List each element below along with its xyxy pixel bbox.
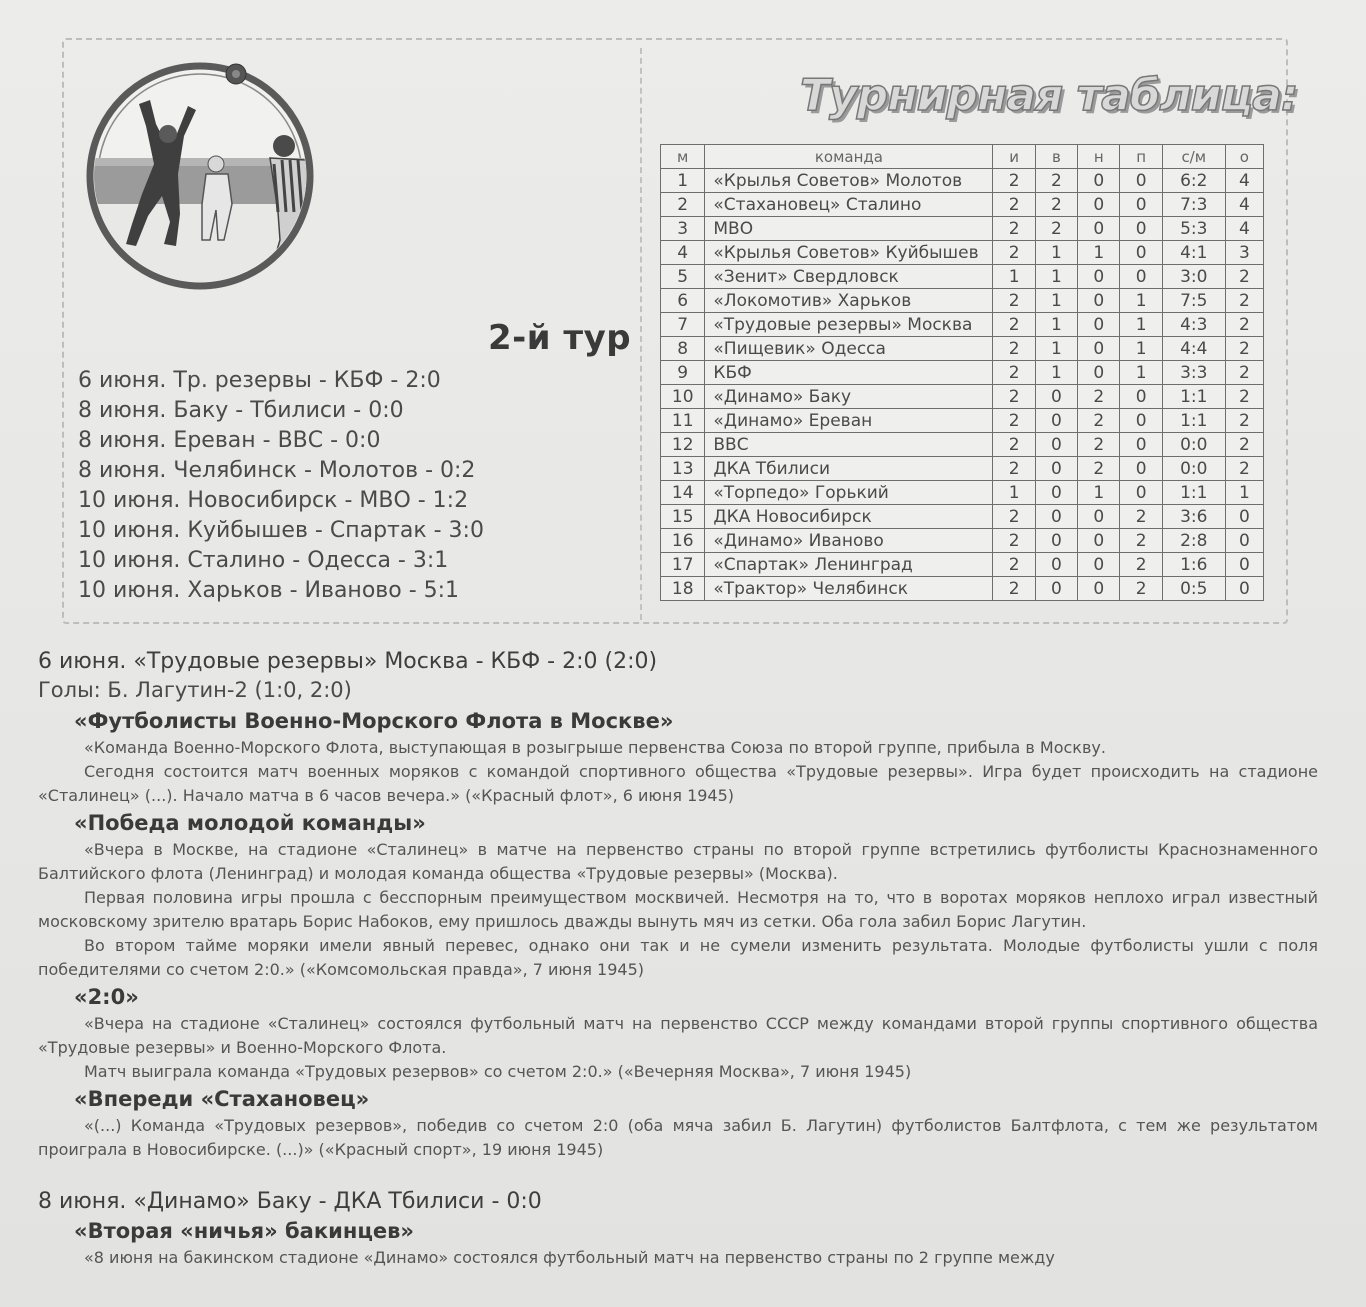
cell-points: 2 (1225, 337, 1263, 361)
cell-goals: 1:1 (1162, 481, 1225, 505)
table-row (661, 289, 1264, 313)
cell-lost: 0 (1120, 409, 1162, 433)
cell-goals: 0:0 (1162, 457, 1225, 481)
table-row (661, 265, 1264, 289)
cell-won: 0 (1035, 409, 1077, 433)
cell-team: «Динамо» Ереван (705, 409, 993, 433)
cell-place: 5 (661, 265, 705, 289)
cell-points: 0 (1225, 553, 1263, 577)
cell-lost: 0 (1120, 457, 1162, 481)
cell-team: «Пищевик» Одесса (705, 337, 993, 361)
cell-drawn: 2 (1078, 409, 1120, 433)
table-row (661, 409, 1264, 433)
table-row (661, 577, 1264, 601)
cell-lost: 1 (1120, 313, 1162, 337)
cell-drawn: 0 (1078, 361, 1120, 385)
cell-team: «Спартак» Ленинград (705, 553, 993, 577)
cell-lost: 0 (1120, 481, 1162, 505)
cell-points: 2 (1225, 409, 1263, 433)
table-row (661, 241, 1264, 265)
column-header-goals: с/м (1162, 145, 1225, 169)
cell-goals: 4:1 (1162, 241, 1225, 265)
column-header-drawn: н (1078, 145, 1120, 169)
round-results-list (78, 366, 618, 606)
cell-goals: 7:3 (1162, 193, 1225, 217)
cell-place: 2 (661, 193, 705, 217)
cell-goals: 5:3 (1162, 217, 1225, 241)
cell-lost: 2 (1120, 553, 1162, 577)
cell-won: 0 (1035, 505, 1077, 529)
cell-place: 9 (661, 361, 705, 385)
cell-lost: 1 (1120, 289, 1162, 313)
table-row (661, 193, 1264, 217)
cell-played: 2 (993, 553, 1035, 577)
cell-won: 2 (1035, 217, 1077, 241)
cell-team: КБФ (705, 361, 993, 385)
cell-goals: 3:0 (1162, 265, 1225, 289)
cell-drawn: 0 (1078, 289, 1120, 313)
cell-place: 13 (661, 457, 705, 481)
cell-drawn: 0 (1078, 313, 1120, 337)
match-header: 6 июня. «Трудовые резервы» Москва - КБФ - 2:0 (2:0) (38, 649, 658, 674)
quote-headline: «Впереди «Стахановец» (74, 1087, 370, 1111)
match-header: 8 июня. «Динамо» Баку - ДКА Тбилиси - 0:0 (38, 1189, 542, 1214)
cell-drawn: 0 (1078, 529, 1120, 553)
cell-team: «Динамо» Баку (705, 385, 993, 409)
table-row (661, 169, 1264, 193)
cell-lost: 0 (1120, 169, 1162, 193)
cell-lost: 2 (1120, 505, 1162, 529)
cell-lost: 2 (1120, 529, 1162, 553)
quote-paragraph: Первая половина игры прошла с бесспорным преимуществом москвичей. Несмотря на то, что в воротах моряков неплохо играл известный московскому зрителю вратарь Борис Набоков, ему пришлось дважды вынуть мяч из сетки. Оба гола забил Борис Лагутин. (38, 888, 1318, 931)
result-item: 10 июня. Куйбышев - Спартак - 3:0 (78, 518, 484, 543)
cell-played: 1 (993, 265, 1035, 289)
cell-points: 3 (1225, 241, 1263, 265)
cell-place: 3 (661, 217, 705, 241)
cell-drawn: 0 (1078, 193, 1120, 217)
quote-paragraph: «Команда Военно-Морского Флота, выступающая в розыгрыше первенства Союза по второй группе, прибыла в Москву. (84, 738, 1106, 757)
cell-lost: 0 (1120, 433, 1162, 457)
match-goals: Голы: Б. Лагутин-2 (1:0, 2:0) (38, 678, 352, 702)
table-row (661, 385, 1264, 409)
cell-won: 1 (1035, 361, 1077, 385)
cell-team: «Зенит» Свердловск (705, 265, 993, 289)
cell-goals: 4:3 (1162, 313, 1225, 337)
cell-played: 2 (993, 361, 1035, 385)
cell-points: 2 (1225, 433, 1263, 457)
cell-won: 1 (1035, 313, 1077, 337)
cell-played: 2 (993, 313, 1035, 337)
cell-played: 2 (993, 193, 1035, 217)
cell-place: 6 (661, 289, 705, 313)
cell-played: 2 (993, 433, 1035, 457)
cell-played: 2 (993, 577, 1035, 601)
result-item: 8 июня. Ереван - ВВС - 0:0 (78, 428, 381, 453)
table-row (661, 457, 1264, 481)
cell-points: 0 (1225, 577, 1263, 601)
table-row (661, 217, 1264, 241)
cell-drawn: 0 (1078, 265, 1120, 289)
cell-place: 1 (661, 169, 705, 193)
cell-won: 0 (1035, 433, 1077, 457)
frame-divider (640, 48, 642, 620)
quote-headline: «Вторая «ничья» бакинцев» (74, 1219, 414, 1243)
article-body (38, 648, 1318, 1270)
cell-won: 1 (1035, 241, 1077, 265)
cell-goals: 0:0 (1162, 433, 1225, 457)
cell-goals: 1:6 (1162, 553, 1225, 577)
cell-team: «Трудовые резервы» Москва (705, 313, 993, 337)
cell-played: 1 (993, 481, 1035, 505)
cell-place: 8 (661, 337, 705, 361)
table-row (661, 553, 1264, 577)
result-item: 8 июня. Баку - Тбилиси - 0:0 (78, 398, 404, 423)
cell-team: «Торпедо» Горький (705, 481, 993, 505)
cell-drawn: 2 (1078, 433, 1120, 457)
cell-drawn: 0 (1078, 577, 1120, 601)
cell-goals: 4:4 (1162, 337, 1225, 361)
result-item: 10 июня. Новосибирск - МВО - 1:2 (78, 488, 469, 513)
quote-paragraph: «(...) Команда «Трудовых резервов», победив со счетом 2:0 (оба мяча забил Б. Лагутин) футболистов Балтфлота, с тем же результатом проиграла в Новосибирске. (...)» («Красный спорт», 19 июня 1945) (38, 1116, 1318, 1159)
cell-place: 18 (661, 577, 705, 601)
cell-team: «Трактор» Челябинск (705, 577, 993, 601)
result-item: 10 июня. Харьков - Иваново - 5:1 (78, 578, 460, 603)
cell-goals: 6:2 (1162, 169, 1225, 193)
result-item: 10 июня. Сталино - Одесса - 3:1 (78, 548, 449, 573)
cell-played: 2 (993, 217, 1035, 241)
cell-lost: 0 (1120, 385, 1162, 409)
column-header-won: в (1035, 145, 1077, 169)
quote-paragraph: «8 июня на бакинском стадионе «Динамо» состоялся футбольный матч на первенство страны по 2 группе между (84, 1248, 1055, 1267)
quote-paragraph: Матч выиграла команда «Трудовых резервов» со счетом 2:0.» («Вечерняя Москва», 7 июня 1945) (84, 1062, 912, 1081)
cell-drawn: 2 (1078, 385, 1120, 409)
column-header-place: м (661, 145, 705, 169)
table-row (661, 337, 1264, 361)
cell-won: 0 (1035, 481, 1077, 505)
table-row (661, 313, 1264, 337)
cell-won: 1 (1035, 289, 1077, 313)
round-title: 2-й тур (488, 318, 632, 358)
cell-drawn: 0 (1078, 337, 1120, 361)
cell-drawn: 0 (1078, 217, 1120, 241)
cell-goals: 1:1 (1162, 385, 1225, 409)
cell-lost: 0 (1120, 193, 1162, 217)
cell-team: МВО (705, 217, 993, 241)
cell-won: 2 (1035, 193, 1077, 217)
cell-won: 0 (1035, 553, 1077, 577)
cell-team: «Стахановец» Сталино (705, 193, 993, 217)
quote-paragraph: Во втором тайме моряки имели явный перевес, однако они так и не сумели изменить результата. Молодые футболисты ушли с поля победителями со счетом 2:0.» («Комсомольская правда», 7 июня 1945) (38, 936, 1318, 979)
cell-drawn: 2 (1078, 457, 1120, 481)
column-header-played: и (993, 145, 1035, 169)
cell-goals: 2:8 (1162, 529, 1225, 553)
cell-team: «Крылья Советов» Молотов (705, 169, 993, 193)
cell-place: 7 (661, 313, 705, 337)
cell-played: 2 (993, 409, 1035, 433)
result-item: 6 июня. Тр. резервы - КБФ - 2:0 (78, 368, 441, 393)
cell-played: 2 (993, 337, 1035, 361)
quote-headline: «Победа молодой команды» (74, 811, 426, 835)
cell-goals: 3:3 (1162, 361, 1225, 385)
cell-won: 1 (1035, 265, 1077, 289)
cell-place: 14 (661, 481, 705, 505)
cell-team: «Крылья Советов» Куйбышев (705, 241, 993, 265)
cell-points: 2 (1225, 361, 1263, 385)
cell-won: 0 (1035, 385, 1077, 409)
cell-played: 2 (993, 457, 1035, 481)
table-row (661, 529, 1264, 553)
cell-place: 16 (661, 529, 705, 553)
column-header-points: о (1225, 145, 1263, 169)
cell-place: 15 (661, 505, 705, 529)
cell-drawn: 0 (1078, 169, 1120, 193)
cell-points: 0 (1225, 505, 1263, 529)
cell-played: 2 (993, 289, 1035, 313)
table-header-row (661, 145, 1264, 169)
table-row (661, 481, 1264, 505)
football-match-illustration-icon (84, 44, 316, 304)
cell-place: 17 (661, 553, 705, 577)
cell-points: 2 (1225, 385, 1263, 409)
cell-points: 2 (1225, 313, 1263, 337)
cell-points: 4 (1225, 193, 1263, 217)
cell-won: 0 (1035, 577, 1077, 601)
cell-points: 2 (1225, 457, 1263, 481)
quote-headline: «2:0» (74, 985, 139, 1009)
cell-lost: 2 (1120, 577, 1162, 601)
cell-place: 11 (661, 409, 705, 433)
cell-played: 2 (993, 385, 1035, 409)
quote-paragraph: «Вчера на стадионе «Сталинец» состоялся футбольный матч на первенство СССР между командами второй группы спортивного общества «Трудовые резервы» и Военно-Морского Флота. (38, 1014, 1318, 1057)
cell-team: ВВС (705, 433, 993, 457)
cell-team: ДКА Новосибирск (705, 505, 993, 529)
cell-points: 2 (1225, 289, 1263, 313)
cell-goals: 1:1 (1162, 409, 1225, 433)
cell-place: 4 (661, 241, 705, 265)
quote-headline: «Футболисты Военно-Морского Флота в Москве» (74, 709, 674, 733)
cell-points: 1 (1225, 481, 1263, 505)
column-header-team: команда (705, 145, 993, 169)
table-row (661, 505, 1264, 529)
cell-played: 2 (993, 505, 1035, 529)
column-header-lost: п (1120, 145, 1162, 169)
cell-lost: 0 (1120, 265, 1162, 289)
cell-points: 2 (1225, 265, 1263, 289)
cell-drawn: 1 (1078, 241, 1120, 265)
section-spacer (38, 1162, 1318, 1188)
cell-drawn: 0 (1078, 505, 1120, 529)
cell-lost: 0 (1120, 241, 1162, 265)
cell-place: 12 (661, 433, 705, 457)
cell-place: 10 (661, 385, 705, 409)
cell-won: 0 (1035, 457, 1077, 481)
cell-goals: 7:5 (1162, 289, 1225, 313)
cell-points: 4 (1225, 169, 1263, 193)
cell-won: 0 (1035, 529, 1077, 553)
cell-lost: 1 (1120, 337, 1162, 361)
cell-goals: 3:6 (1162, 505, 1225, 529)
cell-team: ДКА Тбилиси (705, 457, 993, 481)
standings-table (660, 144, 1264, 601)
cell-lost: 0 (1120, 217, 1162, 241)
cell-points: 4 (1225, 217, 1263, 241)
quote-paragraph: «Вчера в Москве, на стадионе «Сталинец» в матче на первенство страны по второй группе встретились футболисты Краснознаменного Балтийского флота (Ленинград) и молодая команда общества «Трудовые резервы» (Москва). (38, 840, 1318, 883)
cell-played: 2 (993, 241, 1035, 265)
cell-points: 0 (1225, 529, 1263, 553)
cell-lost: 1 (1120, 361, 1162, 385)
cell-team: «Динамо» Иваново (705, 529, 993, 553)
cell-drawn: 1 (1078, 481, 1120, 505)
result-item: 8 июня. Челябинск - Молотов - 0:2 (78, 458, 476, 483)
standings-title: Турнирная таблица: (800, 70, 1298, 121)
cell-won: 1 (1035, 337, 1077, 361)
cell-drawn: 0 (1078, 553, 1120, 577)
table-row (661, 433, 1264, 457)
cell-won: 2 (1035, 169, 1077, 193)
quote-paragraph: Сегодня состоится матч военных моряков с командой спортивного общества «Трудовые резервы». Игра будет происходить на стадионе «Сталинец» (...). Начало матча в 6 часов вечера.» («Красный флот», 6 июня 1945) (38, 762, 1318, 805)
cell-team: «Локомотив» Харьков (705, 289, 993, 313)
table-row (661, 361, 1264, 385)
cell-played: 2 (993, 169, 1035, 193)
cell-played: 2 (993, 529, 1035, 553)
cell-goals: 0:5 (1162, 577, 1225, 601)
